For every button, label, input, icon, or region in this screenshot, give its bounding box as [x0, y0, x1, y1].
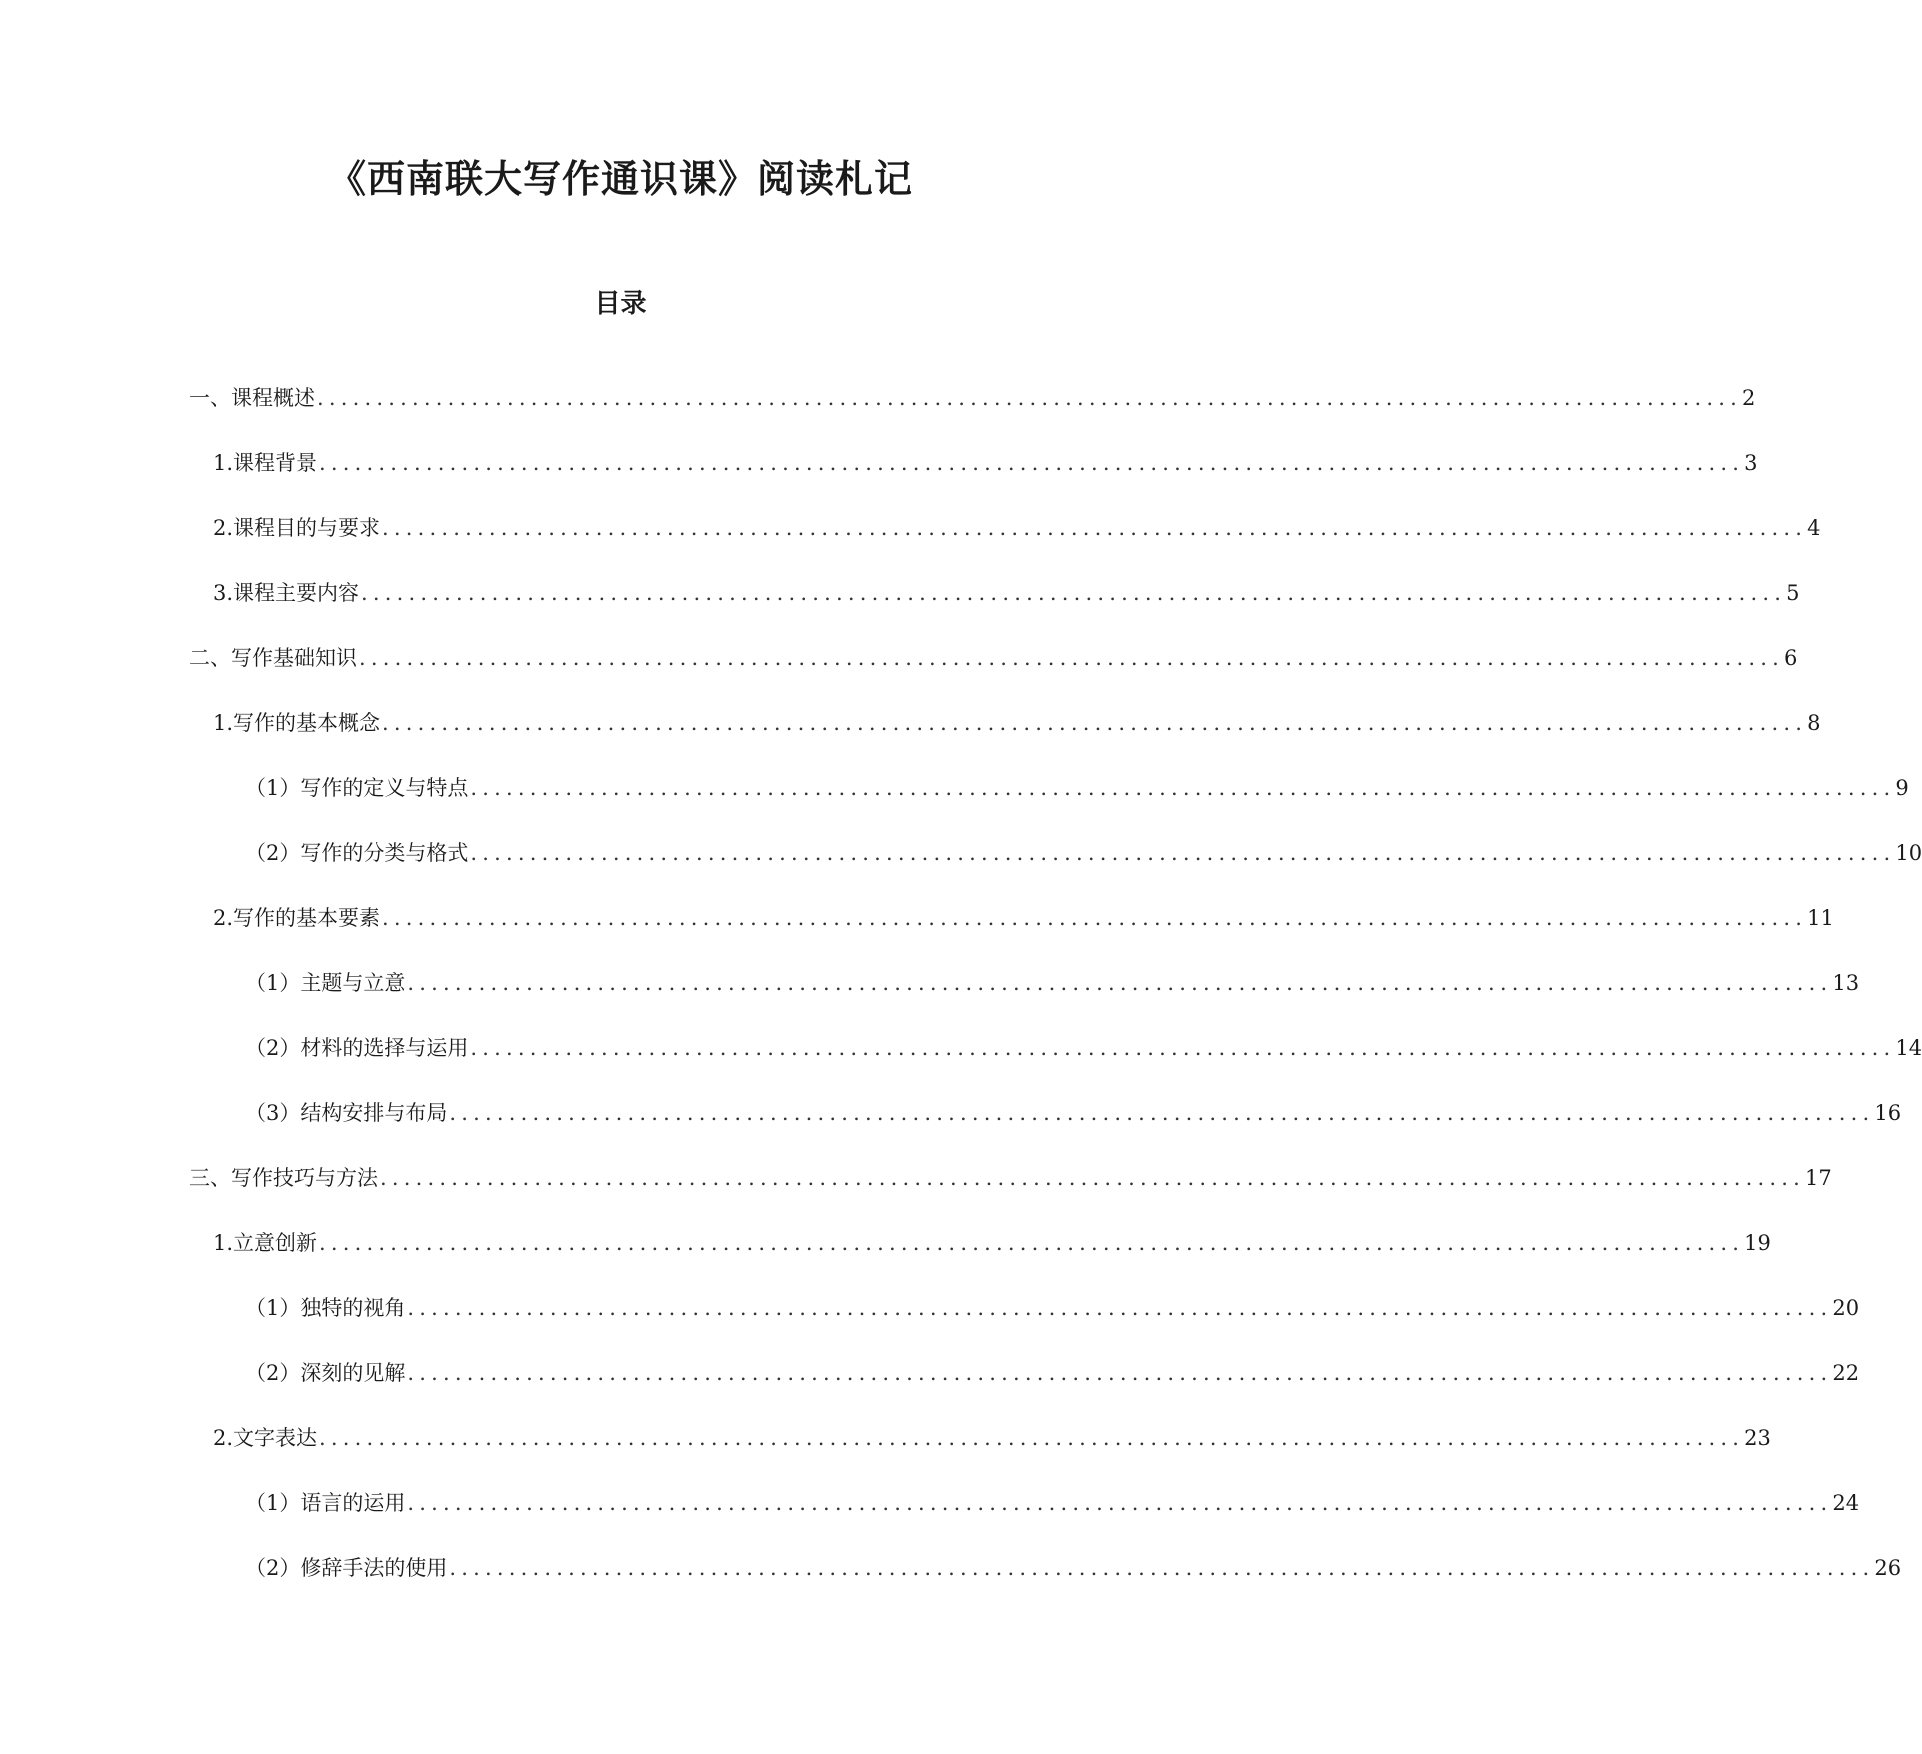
toc-entry-page-number: 26 [1874, 1556, 1902, 1580]
dot-leader: ........................................................................................................................ [319, 1426, 1745, 1450]
toc-entry-page-number: 4 [1807, 516, 1821, 540]
toc-entry-number: （2） [245, 1556, 301, 1580]
toc-entry-label: 课程概述 [231, 386, 315, 410]
toc-entry-label: 课程背景 [233, 451, 318, 475]
toc-entry[interactable] [189, 1163, 1832, 1228]
toc-entry[interactable] [213, 513, 1821, 578]
table-of-contents [0, 383, 1922, 1618]
toc-entry-number: 一、 [189, 386, 231, 410]
toc-entry-page-number: 8 [1807, 711, 1821, 735]
toc-entry-number: 1. [213, 711, 234, 735]
toc-entry[interactable] [245, 1358, 1860, 1423]
toc-entry-label: 写作的基本概念 [233, 711, 381, 735]
dot-leader: ........................................................................................................................ [470, 776, 1896, 800]
dot-leader: ........................................................................................................................ [359, 646, 1785, 670]
toc-entry-label: 写作的分类与格式 [300, 841, 469, 865]
toc-entry-label: 立意创新 [233, 1231, 318, 1255]
toc-entry-page-number: 19 [1744, 1231, 1771, 1255]
toc-entry-label: 课程目的与要求 [233, 516, 381, 540]
dot-leader: ........................................................................................................................ [407, 1491, 1833, 1515]
toc-entry-label: 写作技巧与方法 [231, 1166, 378, 1190]
toc-entry-page-number: 2 [1742, 386, 1756, 410]
toc-entry-number: 1. [213, 451, 234, 475]
toc-entry[interactable] [245, 773, 1909, 838]
toc-entry-number: （1） [245, 1491, 301, 1515]
toc-entry-label: 写作的定义与特点 [300, 776, 469, 800]
toc-entry-label: 材料的选择与运用 [300, 1036, 469, 1060]
toc-entry-number: （2） [245, 1036, 301, 1060]
dot-leader: ........................................................................................................................ [382, 711, 1808, 735]
toc-entry-number: （1） [245, 971, 301, 995]
dot-leader: ........................................................................................................................ [319, 451, 1745, 475]
toc-entry-page-number: 14 [1895, 1036, 1922, 1060]
toc-entry-page-number: 24 [1832, 1491, 1860, 1515]
toc-entry-page-number: 6 [1784, 646, 1798, 670]
toc-entry-page-number: 3 [1744, 451, 1758, 475]
toc-entry[interactable] [189, 383, 1756, 448]
toc-entry-number: （1） [245, 776, 301, 800]
toc-entry-page-number: 20 [1832, 1296, 1860, 1320]
toc-entry-label: 修辞手法的使用 [300, 1556, 448, 1580]
toc-entry-page-number: 23 [1744, 1426, 1771, 1450]
toc-entry[interactable] [213, 708, 1821, 773]
dot-leader: ........................................................................................................................ [317, 386, 1743, 410]
document-title: 《西南联大写作通识课》阅读札记 [327, 156, 913, 201]
toc-entry-number: 三、 [189, 1166, 231, 1190]
dot-leader: ........................................................................................................................ [449, 1556, 1875, 1580]
toc-entry[interactable] [245, 838, 1922, 903]
toc-entry[interactable] [213, 578, 1800, 643]
toc-entry[interactable] [213, 903, 1834, 968]
toc-entry-label: 结构安排与布局 [300, 1101, 448, 1125]
toc-entry[interactable] [213, 1228, 1771, 1293]
dot-leader: ........................................................................................................................ [380, 1166, 1806, 1190]
toc-entry-page-number: 5 [1786, 581, 1800, 605]
toc-entry[interactable] [245, 1098, 1902, 1163]
toc-entry-label: 写作基础知识 [231, 646, 357, 670]
dot-leader: ........................................................................................................................ [470, 1036, 1896, 1060]
toc-entry-page-number: 13 [1832, 971, 1860, 995]
toc-entry-label: 课程主要内容 [233, 581, 360, 605]
toc-entry-page-number: 11 [1807, 906, 1834, 930]
toc-entry[interactable] [213, 448, 1758, 513]
dot-leader: ........................................................................................................................ [407, 1296, 1833, 1320]
toc-entry-label: 写作的基本要素 [233, 906, 381, 930]
toc-entry[interactable] [245, 1553, 1902, 1618]
toc-heading: 目录 [594, 289, 647, 319]
dot-leader: ........................................................................................................................ [382, 516, 1808, 540]
toc-entry-page-number: 22 [1832, 1361, 1860, 1385]
dot-leader: ........................................................................................................................ [361, 581, 1787, 605]
dot-leader: ........................................................................................................................ [449, 1101, 1875, 1125]
toc-entry[interactable] [245, 968, 1860, 1033]
toc-entry-page-number: 16 [1874, 1101, 1902, 1125]
toc-entry-number: （1） [245, 1296, 301, 1320]
toc-entry[interactable] [189, 643, 1798, 708]
toc-entry-label: 独特的视角 [300, 1296, 406, 1320]
dot-leader: ........................................................................................................................ [407, 971, 1833, 995]
toc-entry-number: 二、 [189, 646, 231, 670]
toc-entry[interactable] [213, 1423, 1771, 1488]
dot-leader: ........................................................................................................................ [382, 906, 1808, 930]
toc-entry-number: 1. [213, 1231, 234, 1255]
toc-entry-page-number: 10 [1895, 841, 1922, 865]
toc-entry-number: （2） [245, 1361, 301, 1385]
toc-entry-number: 2. [213, 1426, 234, 1450]
toc-entry-label: 深刻的见解 [300, 1361, 406, 1385]
dot-leader: ........................................................................................................................ [319, 1231, 1745, 1255]
toc-entry[interactable] [245, 1033, 1922, 1098]
toc-entry[interactable] [245, 1293, 1860, 1358]
toc-entry-page-number: 17 [1805, 1166, 1832, 1190]
toc-entry-label: 语言的运用 [300, 1491, 406, 1515]
toc-entry-number: 2. [213, 516, 234, 540]
toc-entry-number: （3） [245, 1101, 301, 1125]
toc-entry[interactable] [245, 1488, 1860, 1553]
dot-leader: ........................................................................................................................ [407, 1361, 1833, 1385]
toc-entry-number: 3. [213, 581, 234, 605]
toc-entry-page-number: 9 [1895, 776, 1909, 800]
toc-entry-label: 文字表达 [233, 1426, 318, 1450]
toc-entry-number: 2. [213, 906, 234, 930]
toc-entry-number: （2） [245, 841, 301, 865]
dot-leader: ........................................................................................................................ [470, 841, 1896, 865]
toc-entry-label: 主题与立意 [300, 971, 406, 995]
